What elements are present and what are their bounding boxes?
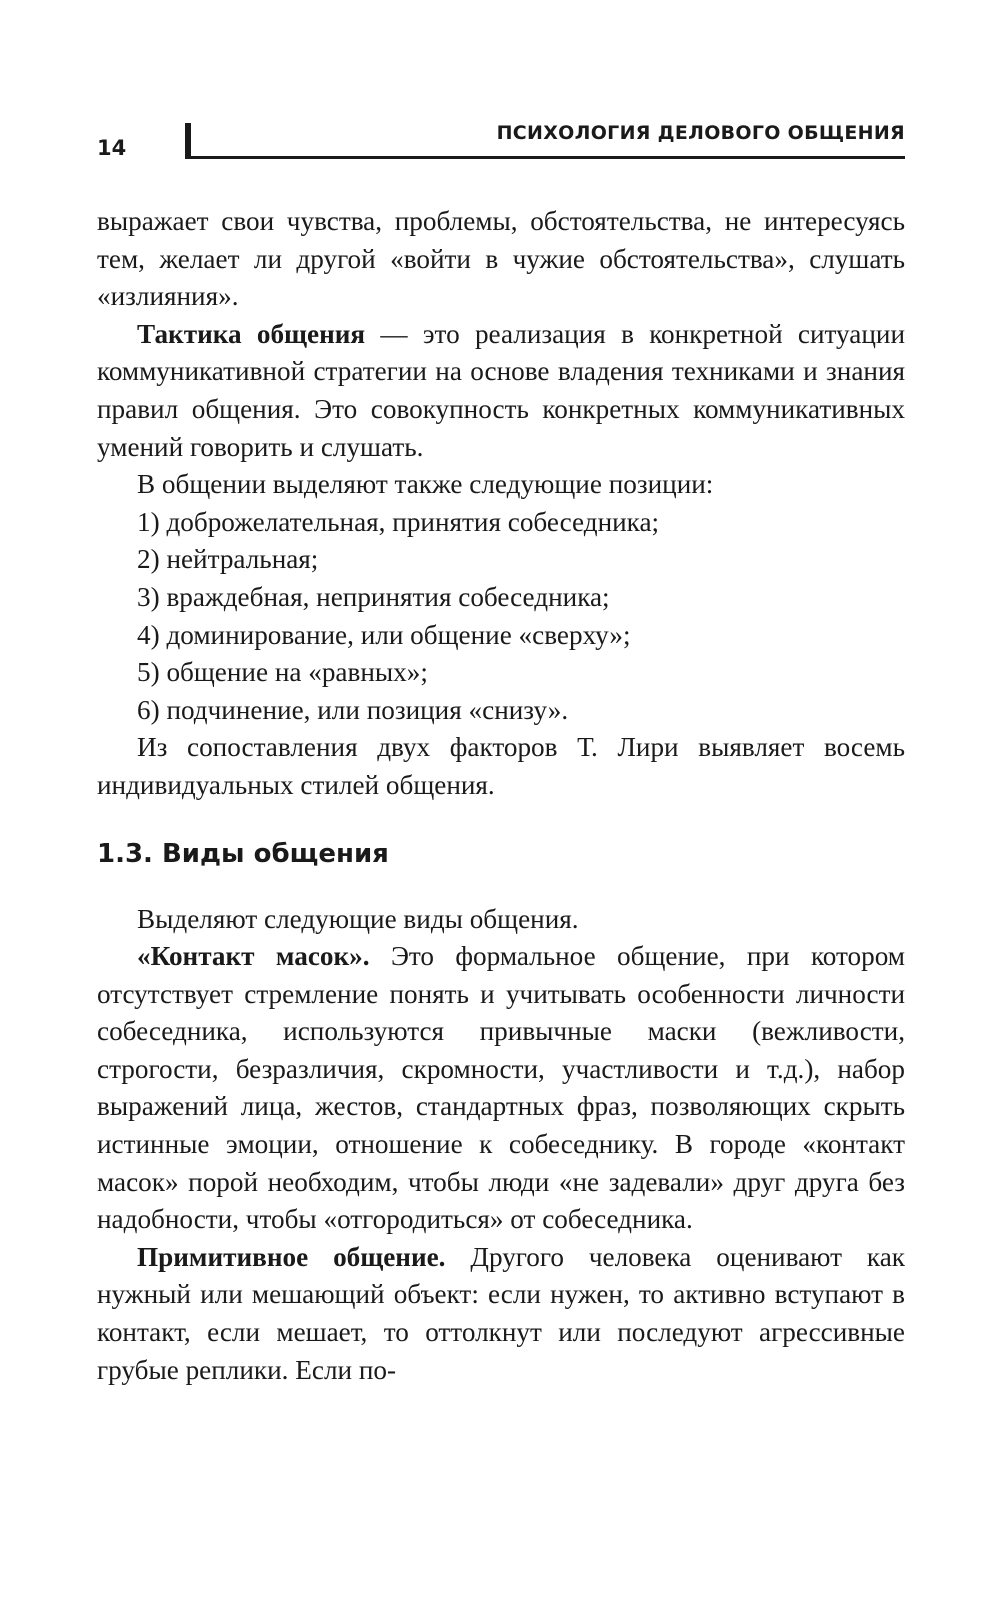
definition-primitive-communication: Другого человека оценивают как нужный или мешающий объект: если нужен, то активно вступают в контакт, если мешает, то оттолкнут или последуют агрессивные грубые реплики. Если по-: [97, 1241, 905, 1385]
positions-list: [97, 504, 905, 730]
paragraph-continuation: выражает свои чувства, проблемы, обстоятельства, не интересуясь тем, желает ли другой «войти в чужие обстоятельства», слушать «излияния».: [97, 206, 905, 312]
page-header: [97, 118, 905, 160]
section-heading: 1.3. Виды общения: [97, 838, 389, 869]
header-rule-mark: [185, 123, 191, 159]
term-mask-contact: «Контакт масок».: [137, 941, 370, 972]
list-item: 1) доброжелательная, принятия собеседника;: [137, 506, 660, 537]
definition-mask-contact: Это формальное общение, при котором отсутствует стремление понять и учитывать особенности личности собеседника, используются привычные маски (вежливости, строгости, безразличия, скромности, участливости и т.д.), набор выражений лица, жестов, стандартных фраз, позволяющих скрыть истинные эмоции, отношение к собеседнику. В городе «контакт масок» порой необходим, чтобы люди «не задевали» друг друга без надобности, чтобы «отгородиться» от собеседника.: [97, 941, 905, 1235]
paragraph-leary-styles: Из сопоставления двух факторов Т. Лири выявляет восемь индивидуальных стилей общения.: [97, 732, 905, 800]
list-item: 6) подчинение, или позиция «снизу».: [137, 694, 569, 725]
paragraph-mask-contact: [97, 938, 905, 1239]
paragraph-primitive-communication: [97, 1239, 905, 1389]
list-item: 3) враждебная, непринятия собеседника;: [137, 581, 610, 612]
list-item: 2) нейтральная;: [137, 544, 319, 575]
list-item: 4) доминирование, или общение «сверху»;: [137, 619, 631, 650]
running-title: ПСИХОЛОГИЯ ДЕЛОВОГО ОБЩЕНИЯ: [496, 122, 905, 144]
paragraph-types-intro: Выделяют следующие виды общения.: [137, 903, 579, 934]
definition-communication-tactics: — это реализация в конкретной ситуации коммуникативной стратегии на основе владения техниками и знания правил общения. Это совокупность конкретных коммуникативных умений говорить и слушать.: [97, 318, 905, 462]
paragraph-communication-tactics: [97, 316, 905, 466]
term-communication-tactics: Тактика общения: [137, 318, 366, 349]
page-number: 14: [97, 136, 127, 160]
header-rule-line: [185, 156, 905, 159]
list-item: 5) общение на «равных»;: [137, 657, 428, 688]
term-primitive-communication: Примитивное общение.: [137, 1241, 446, 1272]
paragraph-positions-intro: В общении выделяют также следующие позиции:: [137, 469, 714, 500]
page-body: [97, 203, 905, 1389]
